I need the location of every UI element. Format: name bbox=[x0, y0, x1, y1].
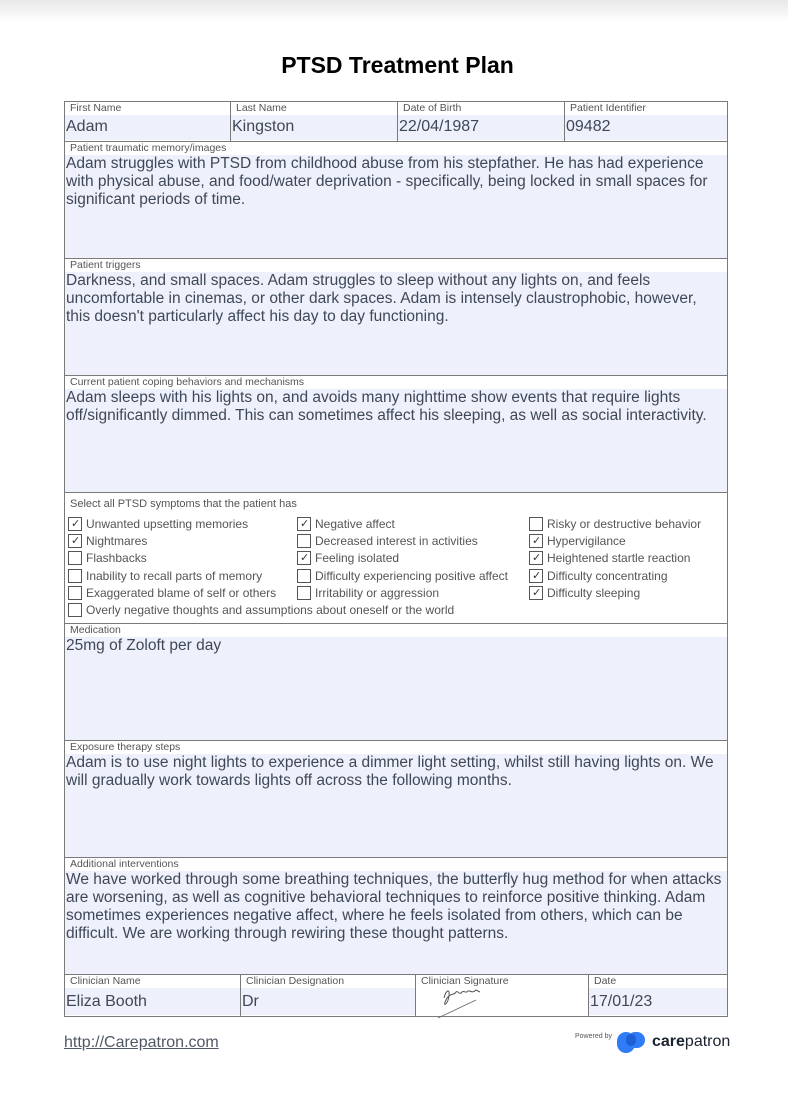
carepatron-logo[interactable] bbox=[617, 1031, 730, 1053]
symptom-label: Difficulty experiencing positive affect bbox=[315, 569, 508, 583]
exposure-section bbox=[65, 741, 727, 858]
check-icon: ✓ bbox=[532, 552, 542, 564]
checkbox-box[interactable] bbox=[68, 517, 82, 531]
checkbox-box[interactable] bbox=[297, 534, 311, 548]
checkbox-box[interactable] bbox=[297, 586, 311, 600]
symptom-label: Hypervigilance bbox=[547, 534, 626, 548]
checkbox-box[interactable] bbox=[68, 569, 82, 583]
symptom-label: Negative affect bbox=[315, 517, 395, 531]
memory-section bbox=[65, 142, 727, 259]
dob-cell bbox=[398, 102, 565, 141]
clinician-signature-cell bbox=[416, 975, 589, 1016]
symptom-label: Unwanted upsetting memories bbox=[86, 517, 249, 531]
checkbox-box[interactable] bbox=[529, 569, 543, 583]
symptom-checkbox[interactable] bbox=[68, 550, 147, 566]
treatment-plan-form bbox=[64, 101, 728, 1017]
check-icon: ✓ bbox=[532, 570, 542, 582]
check-icon: ✓ bbox=[532, 535, 542, 547]
exposure-field[interactable]: Adam is to use night lights to experience a dimmer light setting, whilst still having lights on. We will gradually work towards lights off across the following months. bbox=[65, 754, 727, 857]
check-icon: ✓ bbox=[71, 535, 81, 547]
symptom-checkbox[interactable] bbox=[68, 533, 147, 549]
memory-field[interactable]: Adam struggles with PTSD from childhood abuse from his stepfather. He has had experience with physical abuse, and food/water deprivation - specifically, being locked in small spaces for significant periods of time. bbox=[65, 155, 727, 258]
medication-section bbox=[65, 624, 727, 741]
triggers-label: Patient triggers bbox=[70, 259, 141, 271]
symptom-label: Risky or destructive behavior bbox=[547, 517, 702, 531]
clinician-row bbox=[65, 975, 727, 1016]
clinician-name-field[interactable]: Eliza Booth bbox=[65, 988, 240, 1015]
symptoms-section bbox=[65, 493, 727, 624]
symptom-checkbox[interactable] bbox=[297, 516, 395, 532]
clinician-designation-field[interactable]: Dr bbox=[241, 988, 415, 1015]
checkbox-box[interactable] bbox=[529, 534, 543, 548]
dob-field[interactable]: 22/04/1987 bbox=[398, 115, 564, 140]
symptom-label: Overly negative thoughts and assumptions about oneself or the world bbox=[86, 603, 455, 617]
symptom-checkbox[interactable] bbox=[297, 585, 439, 601]
check-icon: ✓ bbox=[71, 518, 81, 530]
checkbox-box[interactable] bbox=[68, 534, 82, 548]
clinician-signature-label: Clinician Signature bbox=[421, 975, 509, 987]
interventions-field[interactable]: We have worked through some breathing techniques, the butterfly hug method for when attacks are worsening, as well as cognitive behavioral techniques to reinforce positive thinking. Adam sometimes experiences negative affect, where he feels isolated from others, which can be difficult. We are working through rewiring these thought patterns. bbox=[65, 871, 727, 974]
checkbox-box[interactable] bbox=[68, 586, 82, 600]
checkbox-box[interactable] bbox=[529, 586, 543, 600]
patient-id-cell bbox=[565, 102, 727, 141]
first-name-cell bbox=[65, 102, 231, 141]
symptom-checkbox[interactable] bbox=[529, 568, 668, 584]
clinician-designation-cell bbox=[241, 975, 416, 1016]
checkbox-box[interactable] bbox=[68, 603, 82, 617]
symptom-checkbox[interactable] bbox=[297, 550, 399, 566]
clinician-name-label: Clinician Name bbox=[70, 975, 141, 987]
symptom-checkbox[interactable] bbox=[529, 550, 690, 566]
first-name-label: First Name bbox=[70, 102, 122, 114]
symptom-label: Feeling isolated bbox=[315, 551, 400, 565]
symptom-checkbox[interactable] bbox=[297, 568, 508, 584]
checkbox-box[interactable] bbox=[297, 517, 311, 531]
dob-label: Date of Birth bbox=[403, 102, 462, 114]
interventions-label: Additional interventions bbox=[70, 858, 179, 870]
check-icon: ✓ bbox=[300, 552, 310, 564]
medication-label: Medication bbox=[70, 624, 121, 636]
coping-section bbox=[65, 376, 727, 493]
medication-field[interactable]: 25mg of Zoloft per day bbox=[65, 637, 727, 740]
last-name-label: Last Name bbox=[236, 102, 287, 114]
carepatron-wordmark: carepatron bbox=[652, 1033, 731, 1050]
symptom-label: Exaggerated blame of self or others bbox=[86, 586, 277, 600]
clinician-designation-label: Clinician Designation bbox=[246, 975, 345, 987]
triggers-field[interactable]: Darkness, and small spaces. Adam struggles to sleep without any lights on, and feels uncomfortable in cinemas, or other dark spaces. Adam is intensely claustrophobic, however, this doesn't particularly affect his day to day functioning. bbox=[65, 272, 727, 375]
symptom-label: Flashbacks bbox=[86, 551, 147, 565]
symptom-checkbox[interactable] bbox=[68, 568, 262, 584]
coping-field[interactable]: Adam sleeps with his lights on, and avoids many nighttime show events that require lights off/significantly dimmed. This can sometimes affect his sleeping, as well as social interactivity. bbox=[65, 389, 727, 492]
symptom-label: Difficulty sleeping bbox=[547, 586, 641, 600]
checkbox-box[interactable] bbox=[297, 551, 311, 565]
date-label: Date bbox=[594, 975, 617, 987]
symptom-label: Heightened startle reaction bbox=[547, 551, 691, 565]
patient-id-label: Patient Identifier bbox=[570, 102, 646, 114]
interventions-section bbox=[65, 858, 727, 975]
exposure-label: Exposure therapy steps bbox=[70, 741, 181, 753]
symptom-label: Irritability or aggression bbox=[315, 586, 440, 600]
date-field[interactable]: 17/01/23 bbox=[589, 988, 727, 1015]
check-icon: ✓ bbox=[300, 518, 310, 530]
symptom-checkbox[interactable] bbox=[297, 533, 478, 549]
checkbox-box[interactable] bbox=[297, 569, 311, 583]
symptom-label: Nightmares bbox=[86, 534, 148, 548]
check-icon: ✓ bbox=[532, 587, 542, 599]
last-name-cell bbox=[231, 102, 398, 141]
memory-label: Patient traumatic memory/images bbox=[70, 142, 227, 154]
carepatron-logo-icon bbox=[617, 1031, 647, 1053]
page-title: PTSD Treatment Plan bbox=[281, 52, 514, 78]
coping-label: Current patient coping behaviors and mechanisms bbox=[70, 376, 305, 388]
symptoms-label: Select all PTSD symptoms that the patient has bbox=[70, 498, 297, 510]
patient-info-row bbox=[65, 102, 727, 142]
symptom-checkbox[interactable] bbox=[529, 585, 640, 601]
symptom-checkbox[interactable] bbox=[68, 602, 454, 618]
last-name-field[interactable]: Kingston bbox=[231, 115, 397, 140]
signature-image[interactable] bbox=[436, 978, 496, 1020]
first-name-field[interactable]: Adam bbox=[65, 115, 230, 140]
carepatron-link[interactable]: http://Carepatron.com bbox=[64, 1034, 219, 1051]
powered-by-label: Powered by bbox=[575, 1033, 612, 1040]
checkbox-box[interactable] bbox=[529, 517, 543, 531]
clinician-name-cell bbox=[65, 975, 241, 1016]
symptom-checkbox[interactable] bbox=[68, 516, 248, 532]
symptom-label: Difficulty concentrating bbox=[547, 569, 668, 583]
symptom-checkbox[interactable] bbox=[529, 516, 701, 532]
checkbox-box[interactable] bbox=[68, 551, 82, 565]
checkbox-box[interactable] bbox=[529, 551, 543, 565]
symptom-label: Inability to recall parts of memory bbox=[86, 569, 263, 583]
top-shade bbox=[0, 0, 788, 22]
patient-id-field[interactable]: 09482 bbox=[565, 115, 727, 140]
symptom-checkbox[interactable] bbox=[68, 585, 276, 601]
date-cell bbox=[589, 975, 727, 1016]
symptom-label: Decreased interest in activities bbox=[315, 534, 478, 548]
symptom-checkbox[interactable] bbox=[529, 533, 626, 549]
triggers-section bbox=[65, 259, 727, 376]
